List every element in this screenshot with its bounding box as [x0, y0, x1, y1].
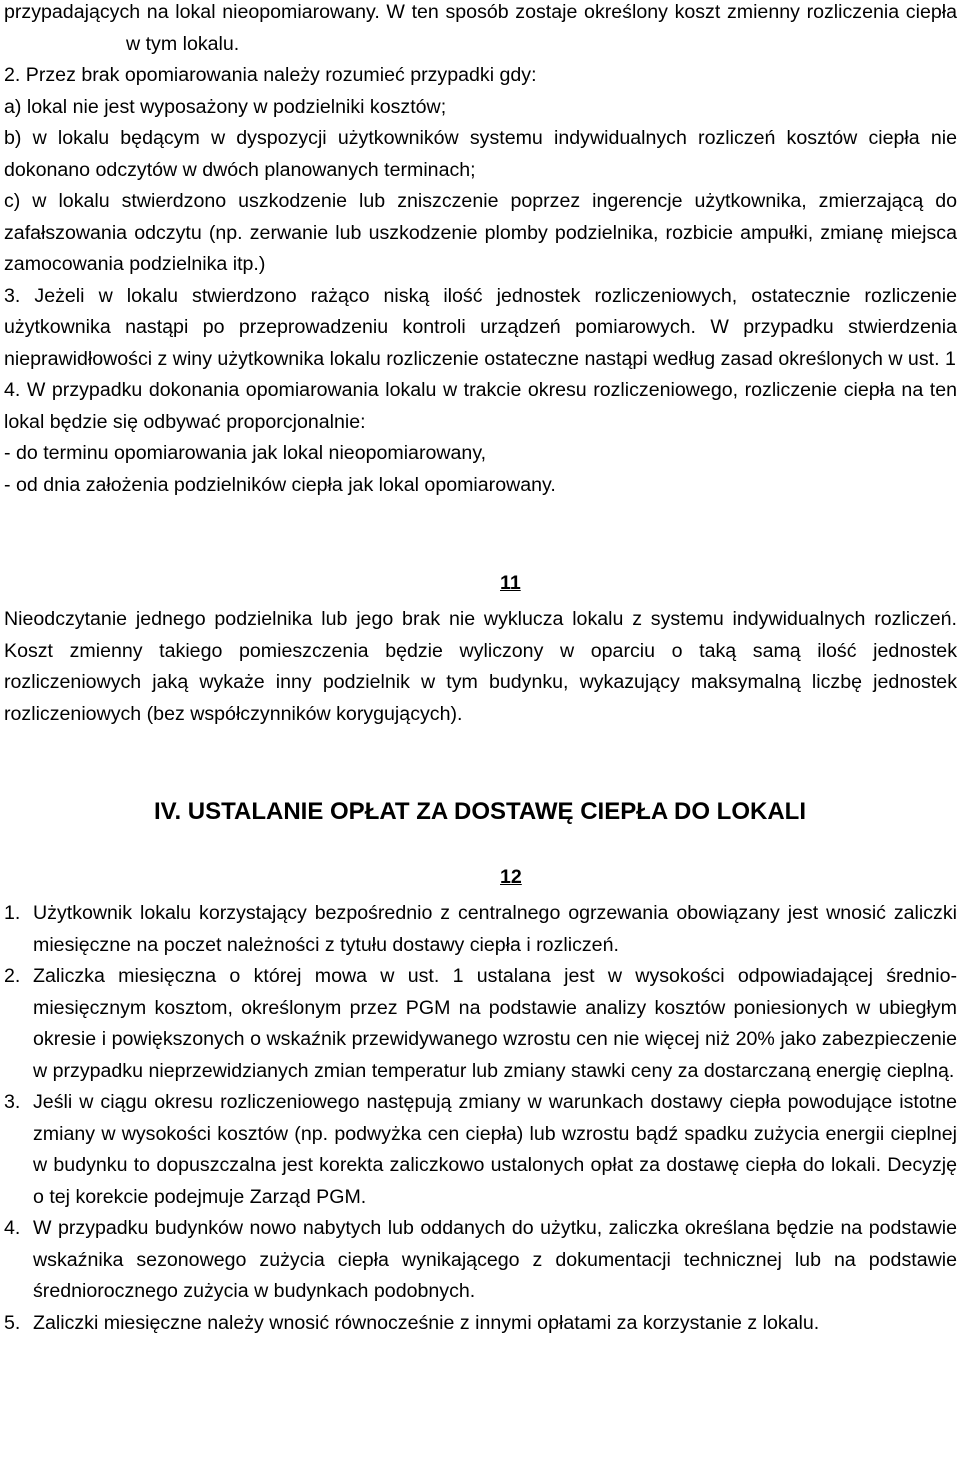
section-12-list	[4, 898, 957, 1339]
list-item-number: 1.	[4, 902, 21, 924]
section-10-continuation	[4, 0, 957, 501]
list-item	[4, 1213, 957, 1308]
list-item	[4, 961, 957, 1087]
paragraph-3: 3. Jeżeli w lokalu stwierdzono rażąco niską ilość jednostek rozliczeniowych, ostatecznie rozliczenie użytkownika nastąpi po przeprowadzeniu kontroli urządzeń pomiarowych. W przypadku stwierdzenia nieprawidłowości z winy użytkownika lokalu rozliczenie ostateczne nastąpi według zasad określonych w ust. 1	[4, 284, 957, 370]
list-item	[4, 1308, 957, 1340]
list-item	[4, 1087, 957, 1213]
list-item-text: Jeśli w ciągu okresu rozliczeniowego następują zmiany w warunkach dostawy ciepła powodujące istotne zmiany w wysokości kosztów (np. podwyżka cen ciepła) lub wzrostu bądź spadku zużycia energii cieplnej w budynku to dopuszczalna jest korekta zaliczkowo ustalonych opłat za dostawę ciepła do lokali. Decyzję o tej korekcie podejmuje Zarząd PGM.	[33, 1091, 957, 1208]
paragraph-2c: c) w lokalu stwierdzono uszkodzenie lub zniszczenie poprzez ingerencje użytkownika, zmierzającą do zafałszowania odczytu (np. zerwanie lub uszkodzenie plomby podzielnika, rozbicie ampułki, zmianę miejsca zamocowania podzielnika itp.)	[4, 190, 957, 275]
paragraph-2: 2. Przez brak opomiarowania należy rozumieć przypadki gdy:	[4, 64, 537, 86]
list-item-text: Użytkownik lokalu korzystający bezpośrednio z centralnego ogrzewania obowiązany jest wnosić zaliczki miesięczne na poczet należności z tytułu dostawy ciepła i rozliczeń.	[33, 902, 957, 956]
list-item-text: Zaliczki miesięczne należy wnosić równocześnie z innymi opłatami za korzystanie z lokalu.	[33, 1311, 820, 1334]
section-11-number: 11	[500, 572, 521, 594]
paragraph-4a: - do terminu opomiarowania jak lokal nieopomiarowany,	[4, 442, 487, 464]
paragraph-2b: b) w lokalu będącym w dyspozycji użytkowników systemu indywidualnych rozliczeń kosztów ciepła nie dokonano odczytów w dwóch planowanych terminach;	[4, 127, 957, 181]
list-item-text: Zaliczka miesięczna o której mowa w ust. 1 ustalana jest w wysokości odpowiadającej średnio-miesięcznym kosztom, określonym przez PGM na podstawie analizy kosztów poniesionych w ubiegłym okresie i powiększonych o wskaźnik przewidywanego wzrostu cen nie więcej niż 20% jako zabezpieczenie w przypadku nieprzewidzianych zmian temperatur lub zmiany stawki ceny za dostarczaną energię cieplną.	[33, 965, 957, 1082]
list-item-number: 2.	[4, 965, 21, 987]
paragraph-1-continuation	[4, 0, 957, 60]
list-item-number: 4.	[4, 1217, 21, 1239]
paragraph-text: przypadających na lokal nieopomiarowany. W ten sposób zostaje określony koszt zmienny rozliczenia ciepła	[4, 1, 957, 23]
paragraph-4: 4. W przypadku dokonania opomiarowania lokalu w trakcie okresu rozliczeniowego, rozliczenie ciepła na ten lokal będzie się odbywać proporcjonalnie:	[4, 379, 957, 433]
paragraph-text-end: w tym lokalu.	[126, 32, 240, 55]
list-item-text: W przypadku budynków nowo nabytych lub oddanych do użytku, zaliczka określana będzie na podstawie wskaźnika sezonowego zużycia ciepła wynikającego z dokumentacji technicznej lub na podstawie średniorocznego zużycia w budynkach podobnych.	[33, 1217, 957, 1302]
list-item-number: 3.	[4, 1091, 21, 1113]
section-11-text: Nieodczytanie jednego podzielnika lub jego brak nie wyklucza lokalu z systemu indywidualnych rozliczeń. Koszt zmienny takiego pomieszczenia będzie wyliczony w oparciu o taką samą ilość jednostek rozliczeniowych jaką wykaże inny podzielnik w tym budynku, wykazujący maksymalną liczbę jednostek rozliczeniowych (bez współczynników korygujących).	[4, 608, 957, 725]
list-item	[4, 898, 957, 961]
section-12-number: 12	[500, 866, 522, 888]
paragraph-2a: a) lokal nie jest wyposażony w podzielniki kosztów;	[4, 95, 447, 118]
list-item-number: 5.	[4, 1311, 21, 1334]
paragraph-4b: - od dnia założenia podzielników ciepła jak lokal opomiarowany.	[4, 473, 556, 496]
chapter-title: IV. USTALANIE OPŁAT ZA DOSTAWĘ CIEPŁA DO LOKALI	[153, 798, 806, 825]
